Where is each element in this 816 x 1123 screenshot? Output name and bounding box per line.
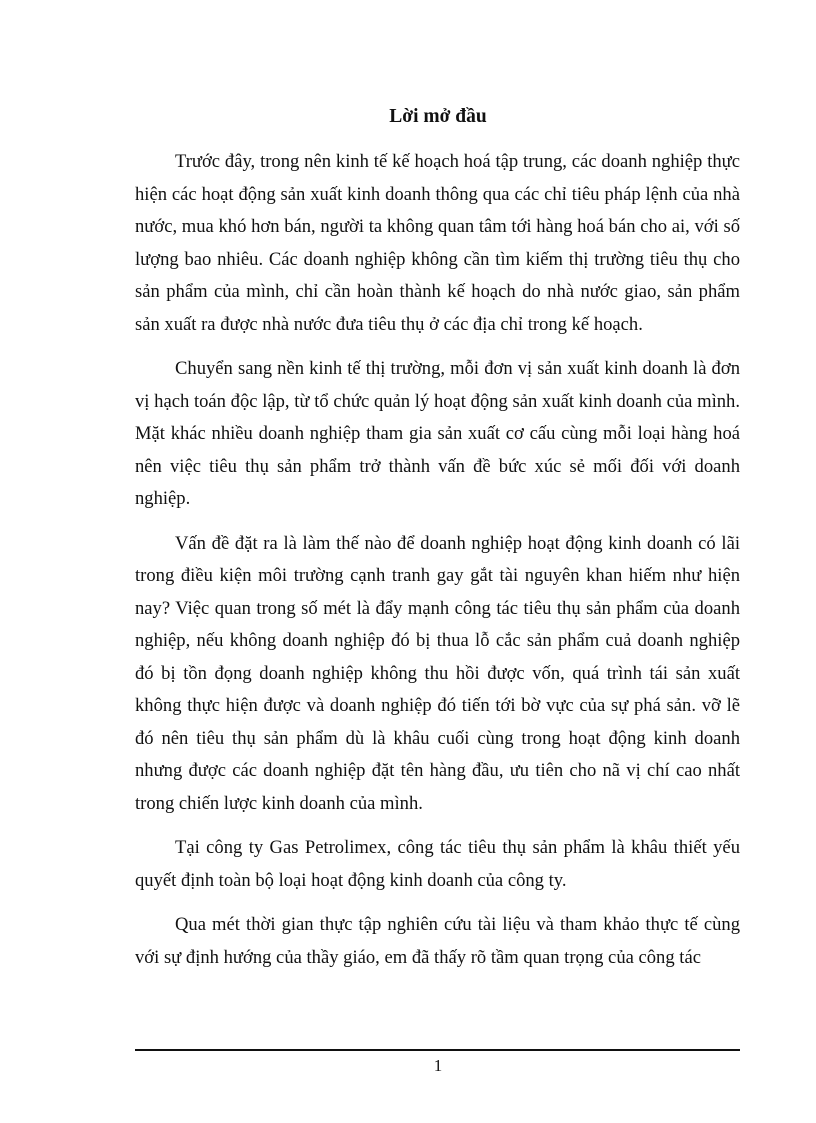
paragraph-5: Qua mét thời gian thực tập nghiên cứu tài liệu và tham khảo thực tế cùng với sự định hướng của thầy giáo, em đã thấy rõ tầm quan trọng của công tác: [135, 914, 740, 968]
body-text: [135, 146, 740, 986]
paragraph-2: Chuyển sang nền kinh tế thị trường, mỗi đơn vị sản xuất kinh doanh là đơn vị hạch toán độc lập, từ tổ chức quản lý hoạt động sản xuất kinh doanh của mình. Mặt khác nhiều doanh nghiệp tham gia sản xuất cơ cấu cùng mỗi loại hàng hoá nên việc tiêu thụ sản phẩm trở thành vấn đề bức xúc sẻ mối đối với doanh nghiệp.: [135, 358, 740, 509]
paragraph-3: Vấn đề đặt ra là làm thế nào để doanh nghiệp hoạt động kinh doanh có lãi trong điều kiện môi trường cạnh tranh gay gắt tài nguyên khan hiếm như hiện nay? Việc quan trong số mét là đẩy mạnh công tác tiêu thụ sản phẩm của doanh nghiệp, nếu không doanh nghiệp đó bị thua lỗ cắc sản phẩm cuả doanh nghiệp đó bị tồn đọng doanh nghiệp không thu hồi được vốn, quá trình tái sản xuất không thực hiện được và doanh nghiệp đó tiến tới bờ vực của sự phá sản. vỡ lẽ đó nên tiêu thụ sản phẩm dù là khâu cuối cùng trong hoạt động kinh doanh nhưng được các doanh nghiệp đặt tên hàng đầu, ưu tiên cho nã vị chí cao nhất trong chiến lược kinh doanh của mình.: [135, 532, 740, 814]
paragraph-1: Trước đây, trong nên kinh tế kế hoạch hoá tập trung, các doanh nghiệp thực hiện các hoạt động sản xuất kinh doanh thông qua các chỉ tiêu pháp lệnh của nhà nước, mua khó hơn bán, người ta không quan tâm tới hàng hoá bán cho ai, với số lượng bao nhiêu. Các doanh nghiệp không cần tìm kiếm thị trường tiêu thụ cho sản phẩm của mình, chỉ cần hoàn thành kế hoạch do nhà nước giao, sản phẩm sản xuất ra được nhà nước đưa tiêu thụ ở các địa chỉ trong kế hoạch.: [135, 151, 740, 335]
page-number: 1: [433, 1056, 443, 1075]
paragraph-4: Tại công ty Gas Petrolimex, công tác tiêu thụ sản phẩm là khâu thiết yếu quyết định toàn bộ loại hoạt động kinh doanh của công ty.: [135, 837, 740, 891]
footer-divider: [135, 1049, 740, 1051]
page-title: Lời mở đầu: [389, 106, 487, 127]
